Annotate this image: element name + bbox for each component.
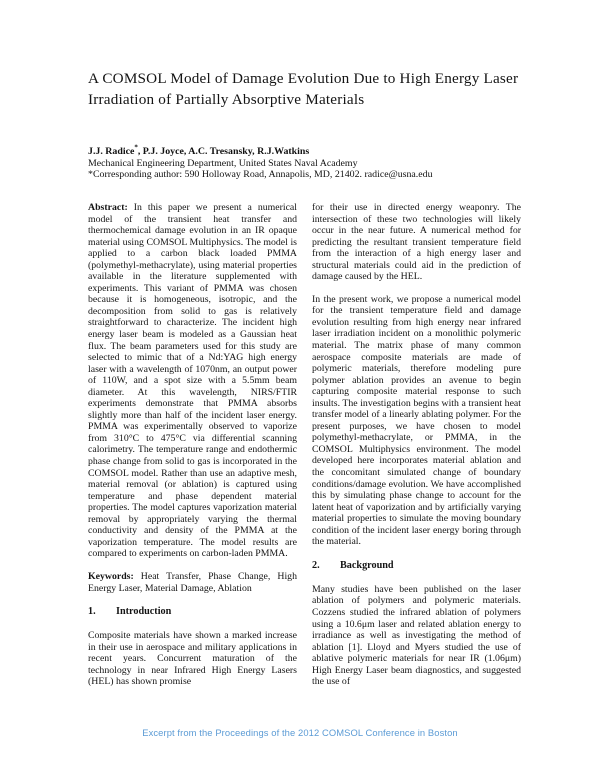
two-column-body (88, 202, 521, 699)
author-block (88, 143, 528, 181)
present-work-paragraph: In the present work, we propose a numerical model for the transient temperature field and damage evolution resulting from high energy near infrared laser irradiation incident on a monolithic polymeric material. The matrix phase of many common aerospace composite materials are made of polymeric materials, therefore modeling pure polymer ablation provides an avenue to begin capturing composite material response to such insults. The investigation begins with a transient heat transfer model of a linearly ablating polymer. For the present purposes, we have chosen to model polymethyl-methacrylate, or PMMA, in the COMSOL Multiphysics environment. The model developed here incorporates material ablation and the concomitant simulated change of boundary conditions/damage evolution. We have accomplished this by simulating phase change to account for the latent heat of vaporization and by artificially varying material properties to simulate the moving boundary condition of the incident laser energy boring through the material. (312, 293, 521, 548)
keywords-paragraph (88, 571, 297, 594)
abstract-label: Abstract: (88, 202, 128, 213)
authors-line (88, 143, 528, 158)
section-title: Introduction (116, 606, 172, 618)
section-number: 1. (88, 606, 96, 618)
affiliation-line: Mechanical Engineering Department, United States Naval Academy (88, 157, 358, 169)
left-column (88, 202, 297, 699)
corresponding-asterisk: * (134, 143, 138, 152)
paper-title: A COMSOL Model of Damage Evolution Due to High Energy Laser Irradiation of Partially Absorptive Materials (88, 70, 519, 108)
weaponry-paragraph: for their use in directed energy weaponry. The intersection of these two technologies will likely occur in the near future. A numerical method for predicting the resultant transient temperature field from the interaction of a high energy laser and structural materials could aid in the prediction of damage caused by the HEL. (312, 202, 521, 283)
footer-note: Excerpt from the Proceedings of the 2012 COMSOL Conference in Boston (142, 727, 458, 738)
abstract-paragraph (88, 202, 297, 560)
keywords-label: Keywords: (88, 570, 134, 582)
section-title: Background (340, 559, 394, 571)
abstract-text: In this paper we present a numerical model of the transient heat transfer and thermochemical damage evolution in an IR opaque material using COMSOL Multiphysics. The model is applied to a carbon black loaded PMMA (polymethyl-methacrylate), using material properties available in the literature supplemented with experiments. This variant of PMMA was chosen because it is homogeneous, isotropic, and the decomposition from solid to gas is relatively straightforward to characterize. The incident high energy laser beam is modeled as a Gaussian heat flux. The beam parameters used for this study are selected to mimic that of a Nd:YAG high energy laser with a wavelength of 1070nm, an output power of 110W, and a spot size with a 5.5mm beam diameter. At this wavelength, NIRS/FTIR experiments demonstrate that PMMA absorbs slightly more than half of the incident laser energy. PMMA was experimentally observed to vaporize from 310°C to 475°C via differential scanning calorimetry. The temperature range and endothermic phase change from solid to gas is incorporated in the COMSOL model. Rather than use an adaptive mesh, material removal (or ablation) is captured using temperature and phase dependent material properties. The model captures vaporization material removal by appropriately varying the thermal conductivity and density of the PMMA at the vaporization temperature. The model results are compared to experiments on carbon-laden PMMA. (88, 202, 297, 560)
section-heading-background (312, 560, 521, 571)
section-number: 2. (312, 559, 320, 571)
authors-pre: J.J. Radice (88, 146, 135, 157)
right-column (312, 202, 521, 699)
authors-post: , P.J. Joyce, A.C. Tresansky, R.J.Watkins (137, 146, 310, 157)
corresponding-author-line: *Corresponding author: 590 Holloway Road, Annapolis, MD, 21402. radice@usna.edu (88, 169, 433, 181)
background-paragraph: Many studies have been published on the laser ablation of polymers and polymeric materials. Cozzens studied the infrared ablation of polymers using a 10.6μm laser and related ablation energy to irradiance as well as investigating the method of ablation [1]. Lloyd and Myers studied the use of ablative polymeric materials for near IR (1.06μm) High Energy Laser beam diagnostics, and suggested the use of (312, 583, 521, 688)
keywords-text: Heat Transfer, Phase Change, High Energy Laser, Material Damage, Ablation (88, 570, 297, 594)
section-heading-introduction (88, 606, 297, 617)
introduction-paragraph: Composite materials have shown a marked increase in their use in aerospace and military applications in recent years. Concurrent maturation of the technology in near Infrared High Energy Lasers (HEL) has shown promise (88, 630, 297, 688)
